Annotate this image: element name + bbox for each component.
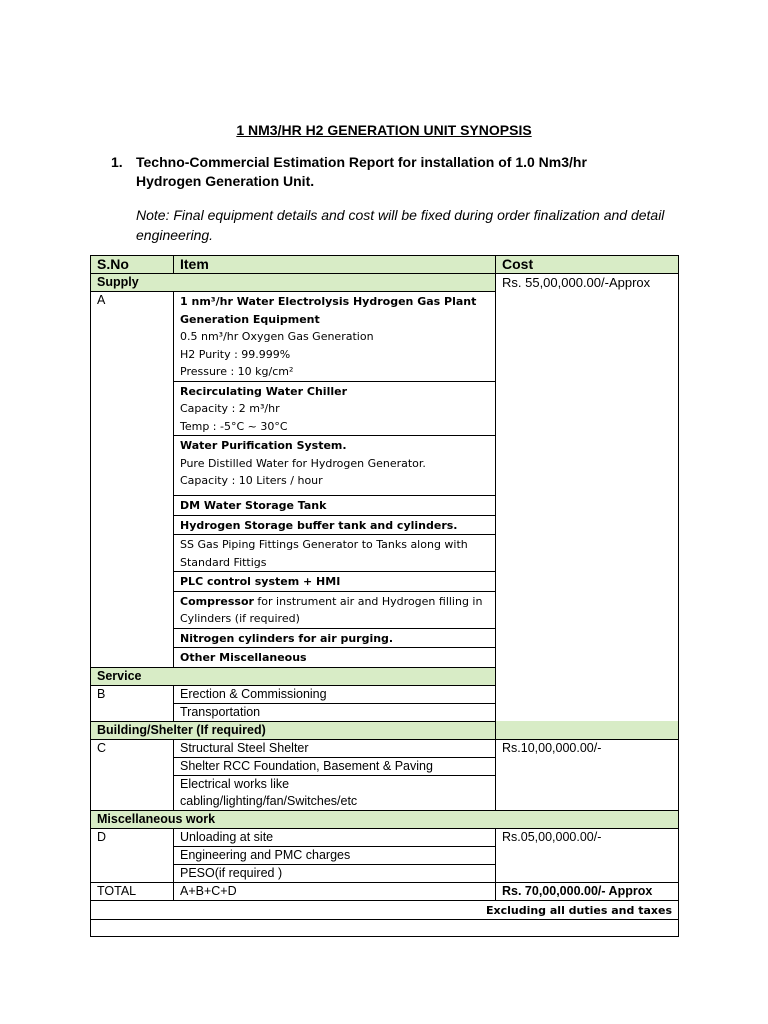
tax-note: Excluding all duties and taxes [91,900,679,920]
section-row-supply [91,274,679,292]
sno-cell: A [91,292,174,668]
sno-cell: B [91,685,174,721]
item-cell: Structural Steel Shelter [174,739,496,757]
misc-cost: Rs.05,00,000.00/- [496,828,679,882]
total-cost: Rs. 70,00,000.00/- Approx [496,882,679,900]
item-cell: Shelter RCC Foundation, Basement & Paving [174,757,496,775]
item-cell: Nitrogen cylinders for air purging. [174,628,496,648]
item-cell: DM Water Storage Tank [174,496,496,516]
section-row-misc [91,810,679,828]
item-cell: PESO(if required ) [174,864,496,882]
supply-cost: Rs. 55,00,000.00/-Approx [496,274,679,740]
section-label: Service [91,667,496,685]
item-cell: Unloading at site [174,828,496,846]
document-title: 1 NM3/HR H2 GENERATION UNIT SYNOPSIS [236,122,532,138]
item-cell: Erection & Commissioning [174,685,496,703]
header-item: Item [174,256,496,274]
point-number: 1. [111,154,123,170]
item-cell: 1 nm³/hr Water Electrolysis Hydrogen Gas Plant Generation Equipment 0.5 nm³/hr Oxygen Gas Generation H2 Purity : 99.999% Pressure : 10 kg/cm² [174,292,496,382]
section-label: Building/Shelter (If required) [91,721,679,739]
item-cell: Hydrogen Storage buffer tank and cylinders. [174,515,496,535]
item-cell: Compressor for instrument air and Hydrogen filling in Cylinders (if required) [174,591,496,628]
total-formula: A+B+C+D [174,882,496,900]
cost-estimation-table [90,255,679,937]
section-label: Supply [91,274,496,292]
total-row [91,882,679,900]
item-cell: PLC control system + HMI [174,572,496,592]
item-cell: Water Purification System. Pure Distilled Water for Hydrogen Generator. Capacity : 10 Liters / hour [174,436,496,496]
item-cell: Engineering and PMC charges [174,846,496,864]
sno-cell: D [91,828,174,882]
section-row-building [91,721,679,739]
section-label: Miscellaneous work [91,810,679,828]
total-label: TOTAL [91,882,174,900]
item-cell: Recirculating Water Chiller Capacity : 2 m³/hr Temp : -5°C ~ 30°C [174,381,496,436]
item-cell: SS Gas Piping Fittings Generator to Tanks along with Standard Fittigs [174,535,496,572]
header-sno: S.No [91,256,174,274]
item-cell: Transportation [174,703,496,721]
item-cell: Electrical works like cabling/lighting/fan/Switches/etc [174,775,496,810]
empty-cell [91,920,679,937]
header-cost: Cost [496,256,679,274]
item-cell: Other Miscellaneous [174,648,496,668]
table-row [91,739,679,757]
point-text: Techno-Commercial Estimation Report for installation of 1.0 Nm3/hr Hydrogen Generation Unit. [136,154,587,189]
empty-row [91,920,679,937]
building-cost: Rs.10,00,000.00/- [496,739,679,810]
sno-cell: C [91,739,174,810]
table-row [91,828,679,846]
table-header-row [91,256,679,274]
note-text: Note: Final equipment details and cost will be fixed during order finalization and detail engineering. [136,207,665,243]
tax-note-row [91,900,679,920]
